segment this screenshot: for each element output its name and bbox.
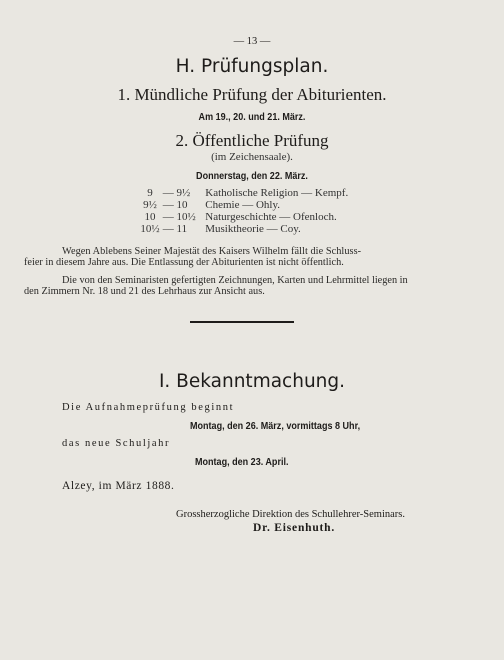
schedule-subject: Katholische Religion — Kempf. bbox=[205, 187, 349, 199]
page-number: — 13 — bbox=[233, 36, 271, 47]
school-year-label: das neue Schuljahr bbox=[62, 438, 171, 449]
section-h-title: H. Prüfungsplan. bbox=[175, 56, 329, 77]
paragraph-line: den Zimmern Nr. 18 und 21 des Lehrhaus zur Ansicht aus. bbox=[24, 286, 265, 297]
schedule-row: 9 — 9½ Katholische Religion — Kempf. bbox=[140, 187, 348, 199]
public-exam-title: 2. Öffentliche Prüfung bbox=[175, 131, 329, 150]
place-date: Alzey, im März 1888. bbox=[62, 480, 175, 492]
schedule-row: 10½ — 11 Musiktheorie — Coy. bbox=[140, 223, 301, 235]
public-exam-location: (im Zeichensaale). bbox=[211, 151, 293, 163]
schedule-time-to: 10½ bbox=[176, 211, 196, 223]
schedule-subject: Naturgeschichte — Ofenloch. bbox=[205, 211, 337, 223]
section-i-title: I. Bekanntmachung. bbox=[158, 371, 346, 392]
schedule-time-to: 10 bbox=[176, 199, 188, 211]
schedule-time-to: 11 bbox=[176, 223, 188, 235]
schedule-row: 9½ — 10 Chemie — Ohly. bbox=[140, 199, 280, 211]
admission-exam-date: Montag, den 26. März, vormittags 8 Uhr, bbox=[190, 420, 361, 432]
schedule-row: 10 — 10½ Naturgeschichte — Ofenloch. bbox=[140, 211, 337, 223]
schedule-time-from: 10½ bbox=[140, 223, 160, 235]
oral-exam-title: 1. Mündliche Prüfung der Abiturienten. bbox=[117, 85, 387, 104]
issuing-authority: Grossherzogliche Direktion des Schullehrer-Seminars. bbox=[176, 509, 405, 520]
paragraph-line: Die von den Seminaristen gefertigten Zeichnungen, Karten und Lehrmittel liegen in bbox=[62, 275, 408, 286]
schedule-time-from: 10 bbox=[144, 211, 156, 223]
paragraph-line: Wegen Ablebens Seiner Majestät des Kaisers Wilhelm fällt die Schluss- bbox=[62, 246, 362, 257]
section-divider bbox=[190, 321, 294, 323]
admission-exam-label: Die Aufnahmeprüfung beginnt bbox=[62, 402, 235, 413]
schedule-time-to: 9½ bbox=[176, 187, 191, 199]
schedule-time-from: 9 bbox=[147, 187, 153, 199]
paragraph-line: feier in diesem Jahre aus. Die Entlassung der Abiturienten ist nicht öffentlich. bbox=[24, 257, 344, 268]
public-exam-date: Donnerstag, den 22. März. bbox=[196, 170, 308, 182]
schedule-subject: Musiktheorie — Coy. bbox=[205, 223, 301, 235]
schedule-time-from: 9½ bbox=[143, 199, 157, 211]
school-year-date: Montag, den 23. April. bbox=[195, 456, 289, 468]
oral-exam-dates: Am 19., 20. und 21. März. bbox=[198, 111, 306, 123]
schedule-subject: Chemie — Ohly. bbox=[205, 199, 280, 211]
signature: Dr. Eisenhuth. bbox=[253, 522, 336, 534]
